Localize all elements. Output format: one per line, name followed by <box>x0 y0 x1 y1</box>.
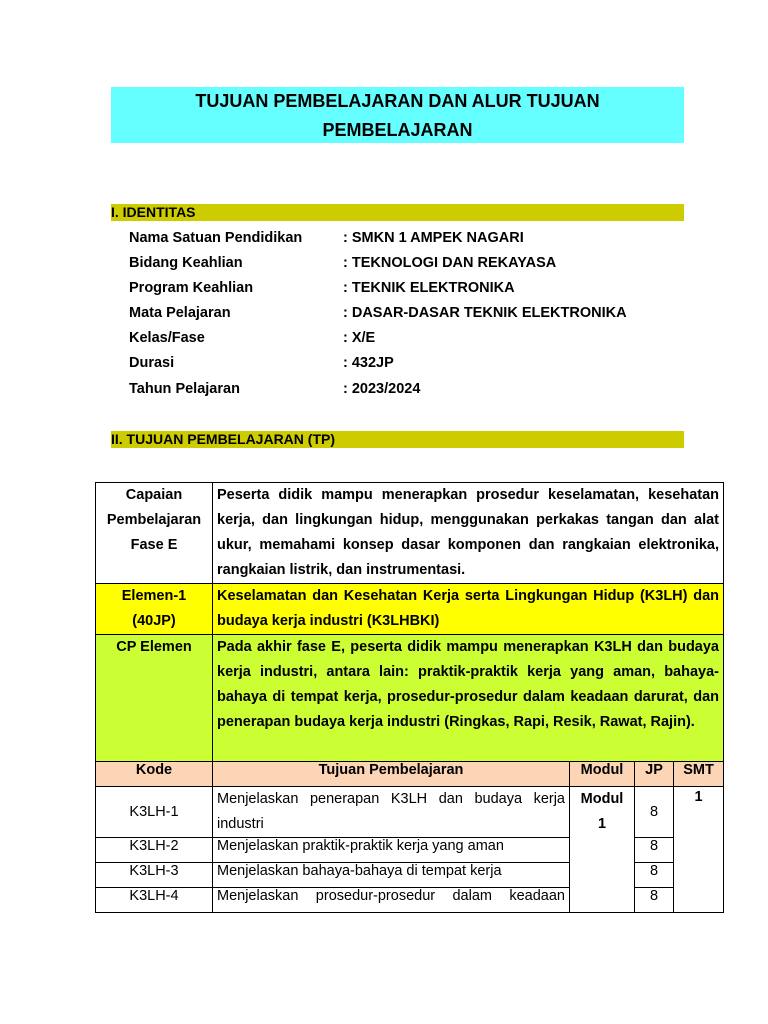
capaian-label-line: Capaian <box>125 487 183 503</box>
kode-cell: K3LH-4 <box>96 888 213 913</box>
document-title <box>111 87 684 143</box>
table-row <box>96 787 724 838</box>
jp-cell: 8 <box>635 787 674 838</box>
identitas-label: Tahun Pelajaran <box>129 381 240 397</box>
kode-cell: K3LH-3 <box>96 863 213 888</box>
cp-elemen-row <box>96 635 724 762</box>
title-line-1: TUJUAN PEMBELAJARAN DAN ALUR TUJUAN <box>195 91 600 111</box>
header-tujuan: Tujuan Pembelajaran <box>213 762 570 787</box>
jp-cell: 8 <box>635 888 674 913</box>
header-kode: Kode <box>96 762 213 787</box>
identitas-label: Nama Satuan Pendidikan <box>129 230 303 246</box>
elemen-label-line: Elemen-1 <box>121 588 187 604</box>
tujuan-cell: Menjelaskan praktik-praktik kerja yang aman <box>213 838 570 863</box>
capaian-label-cell <box>96 483 213 584</box>
identitas-value: : TEKNOLOGI DAN REKAYASA <box>343 255 557 271</box>
tp-table <box>95 482 724 913</box>
tujuan-cell: Menjelaskan penerapan K3LH dan budaya kerja industri <box>213 787 570 838</box>
smt-cell: 1 <box>674 787 724 913</box>
capaian-row <box>96 483 724 584</box>
modul-line: Modul <box>580 791 624 807</box>
jp-cell: 8 <box>635 863 674 888</box>
tujuan-cell: Menjelaskan prosedur-prosedur dalam keadaan <box>213 888 570 913</box>
capaian-text: Peserta didik mampu menerapkan prosedur keselamatan, kesehatan kerja, dan lingkungan hidup, menggunakan perkakas tangan dan alat ukur, memahami konsep dasar komponen dan rangkaian elektronika, rangkaian listrik, dan instrumentasi. <box>213 483 724 584</box>
elemen-label-line: (40JP) <box>132 613 176 629</box>
identitas-value: : SMKN 1 AMPEK NAGARI <box>343 230 524 246</box>
identitas-label: Program Keahlian <box>129 280 254 296</box>
elemen-label-cell <box>96 584 213 635</box>
elemen-row <box>96 584 724 635</box>
cp-elemen-text: Pada akhir fase E, peserta didik mampu menerapkan K3LH dan budaya kerja industri, antara lain: praktik-praktik kerja yang aman, bahaya-bahaya di tempat kerja, prosedur-prosedur dalam keadaan darurat, dan penerapan budaya kerja industri (Ringkas, Rapi, Resik, Rawat, Rajin). <box>213 635 724 762</box>
tp-header-row <box>96 762 724 787</box>
cp-elemen-label: CP Elemen <box>96 635 213 762</box>
title-line-2: PEMBELAJARAN <box>322 120 473 140</box>
modul-line: 1 <box>597 816 607 832</box>
jp-cell: 8 <box>635 838 674 863</box>
identitas-value: : 2023/2024 <box>343 381 421 397</box>
header-jp: JP <box>635 762 674 787</box>
identitas-label: Kelas/Fase <box>129 330 205 346</box>
identitas-value: : TEKNIK ELEKTRONIKA <box>343 280 515 296</box>
section-heading-identitas: I. IDENTITAS <box>111 204 684 221</box>
capaian-label-line: Pembelajaran <box>106 512 202 528</box>
identitas-value: : DASAR-DASAR TEKNIK ELEKTRONIKA <box>343 305 627 321</box>
identitas-label: Durasi <box>129 355 175 371</box>
kode-cell: K3LH-2 <box>96 838 213 863</box>
identitas-value: : 432JP <box>343 355 394 371</box>
section-heading-tp: II. TUJUAN PEMBELAJARAN (TP) <box>111 431 684 448</box>
modul-cell <box>570 787 635 913</box>
identitas-label: Mata Pelajaran <box>129 305 231 321</box>
identitas-label: Bidang Keahlian <box>129 255 243 271</box>
tujuan-cell: Menjelaskan bahaya-bahaya di tempat kerja <box>213 863 570 888</box>
identitas-value: : X/E <box>343 330 376 346</box>
header-smt: SMT <box>674 762 724 787</box>
kode-cell: K3LH-1 <box>96 787 213 838</box>
elemen-text: Keselamatan dan Kesehatan Kerja serta Lingkungan Hidup (K3LH) dan budaya kerja industri (K3LHBKI) <box>213 584 724 635</box>
capaian-label-line: Fase E <box>130 537 178 553</box>
header-modul: Modul <box>570 762 635 787</box>
